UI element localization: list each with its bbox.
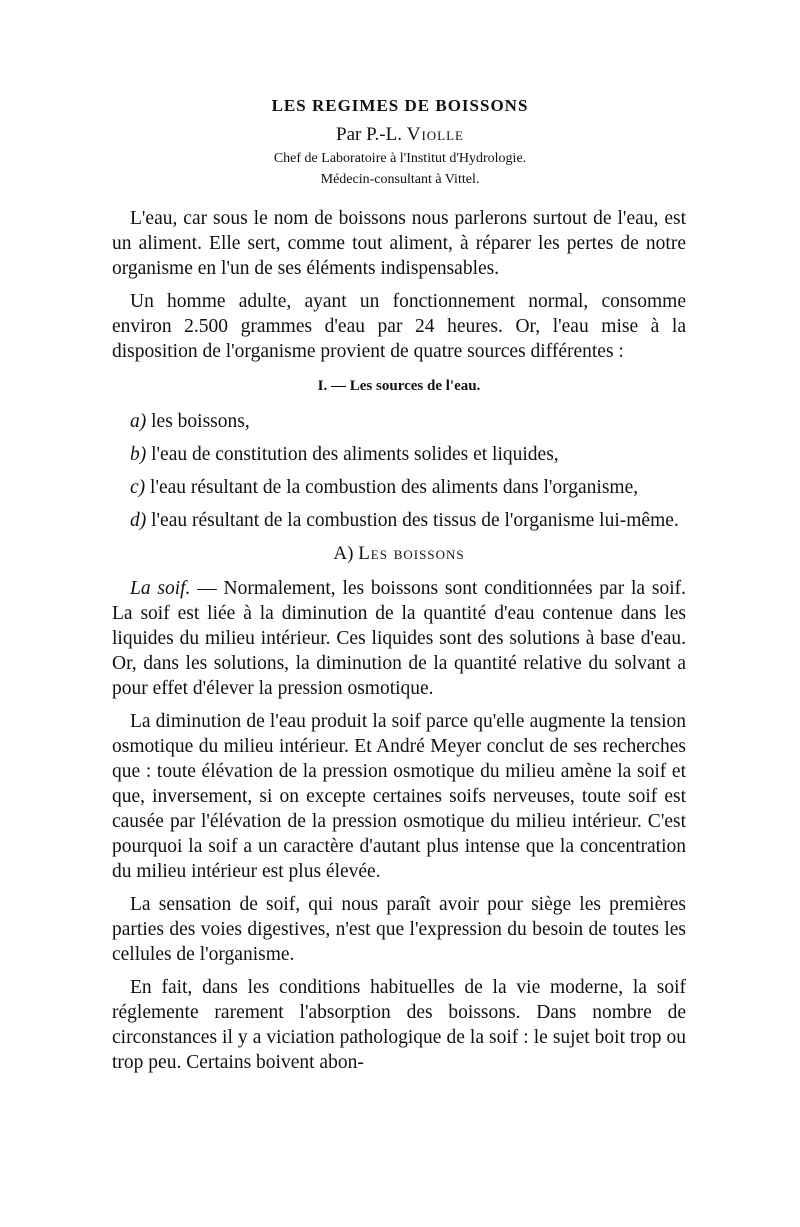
list-text: l'eau résultant de la combustion des aliments dans l'organisme, — [145, 477, 639, 498]
list-item-a — [112, 409, 686, 434]
subsection-heading — [112, 541, 686, 566]
list-letter: b) — [130, 444, 147, 465]
article-title: LES REGIMES DE BOISSONS — [271, 96, 529, 115]
list-item-d — [112, 508, 686, 533]
paragraph-soif-4: En fait, dans les conditions habituelles de la vie moderne, la soif réglemente rarement l'absorption des boissons. Dans nombre de circonstances il y a viciation pathologique de la soif : le sujet boit trop ou trop peu. Certains boivent abon- — [112, 977, 686, 1073]
article-body — [112, 206, 686, 1083]
paragraph-text: — Normalement, les boissons sont conditionnées par la soif. La soif est liée à la diminution de la quantité d'eau contenue dans les liquides du milieu intérieur. Ces liquides sont des solutions à base d'eau. Or, dans les solutions, la diminution de la quantité relative du solvant a pour effet d'élever la pression osmotique. — [112, 578, 686, 699]
list-item-c — [112, 475, 686, 500]
author-prefix: Par P.-L. — [336, 124, 407, 145]
paragraph-intro: L'eau, car sous le nom de boissons nous parlerons surtout de l'eau, est un aliment. Elle sert, comme tout aliment, à réparer les pertes de notre organisme en l'un de ses éléments indispensables. — [112, 208, 686, 279]
author-name: Violle — [406, 124, 464, 145]
list-item-b — [112, 442, 686, 467]
list-text: les boissons, — [146, 411, 250, 432]
paragraph-soif-2: La diminution de l'eau produit la soif parce qu'elle augmente la tension osmotique du milieu intérieur. Et André Meyer conclut de ses recherches que : toute élévation de la pression osmotique du milieu amène la soif et que, inversement, si on excepte certaines soifs nerveuses, toute soif est causée par l'élévation de la pression osmotique du milieu intérieur. C'est pourquoi la soif a un caractère d'autant plus intense que la concentration du milieu intérieur est plus élevée. — [112, 711, 686, 882]
subsection-prefix: A) — [333, 543, 359, 564]
paragraph-water-sources: Un homme adulte, ayant un fonctionnement normal, consomme environ 2.500 grammes d'eau par 24 heures. Or, l'eau mise à la disposition de l'organisme provient de quatre sources différentes : — [112, 291, 686, 362]
paragraph-soif-3: La sensation de soif, qui nous paraît avoir pour siège les premières parties des voies digestives, n'est que l'expression du besoin de toutes les cellules de l'organisme. — [112, 894, 686, 965]
affiliation-line-2: Médecin-consultant à Vittel. — [320, 172, 480, 187]
affiliation-line-1: Chef de Laboratoire à l'Institut d'Hydrologie. — [273, 151, 527, 166]
lead-term: La soif. — [130, 578, 191, 599]
list-letter: d) — [130, 510, 147, 531]
list-text: l'eau résultant de la combustion des tissus de l'organisme lui-même. — [146, 510, 679, 531]
section-heading: I. — Les sources de l'eau. — [317, 378, 481, 394]
author-line — [0, 124, 800, 146]
subsection-label: Les boissons — [358, 543, 465, 564]
list-letter: a) — [130, 411, 147, 432]
paragraph-soif-1 — [112, 576, 686, 701]
list-text: l'eau de constitution des aliments solides et liquides, — [146, 444, 559, 465]
list-letter: c) — [130, 477, 146, 498]
